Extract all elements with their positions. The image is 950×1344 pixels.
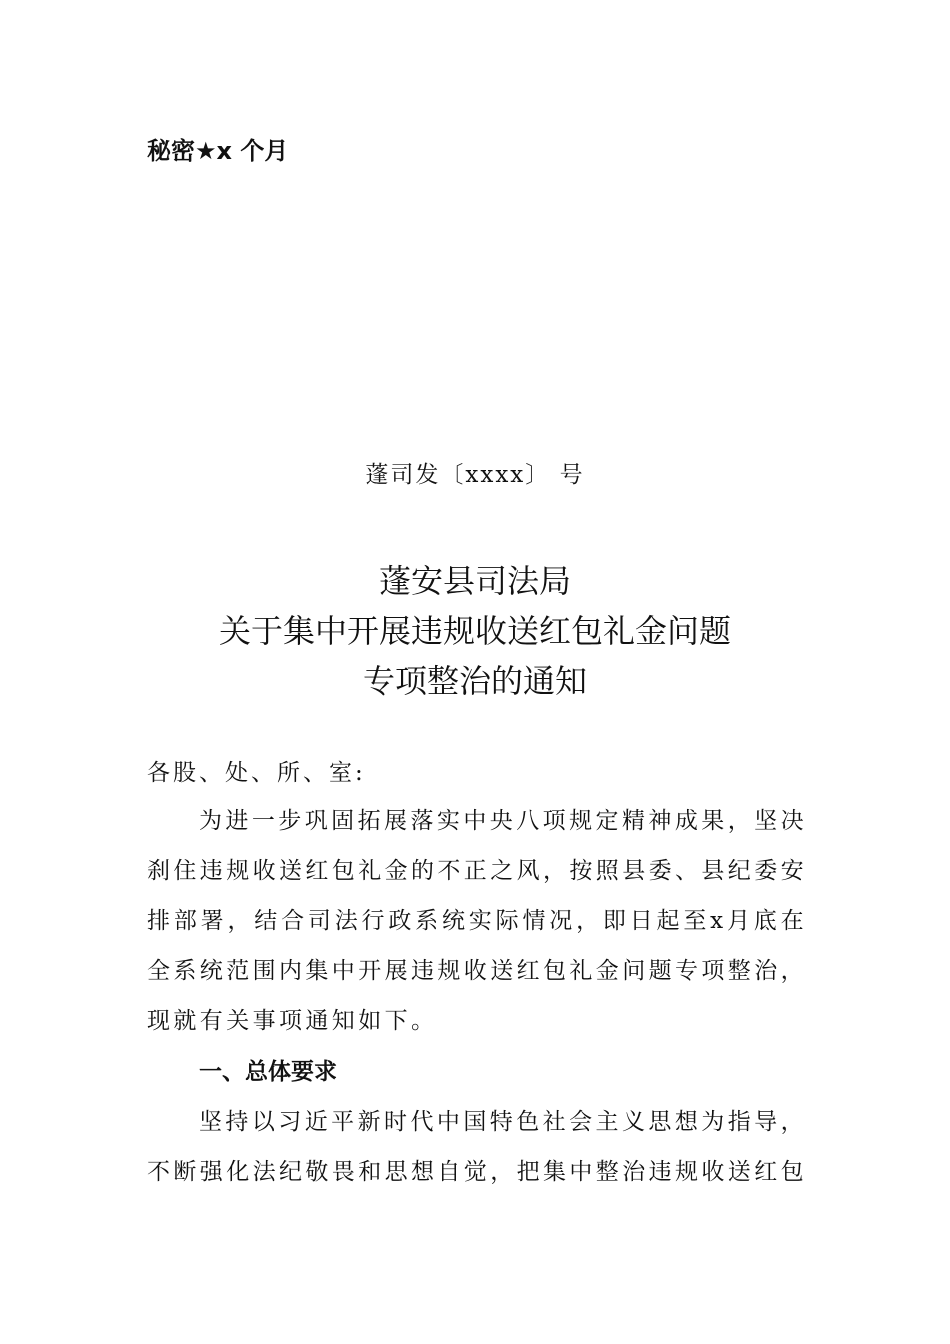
title-line-2: 关于集中开展违规收送红包礼金问题 xyxy=(218,612,731,650)
body-paragraph-1: 为进一步巩固拓展落实中央八项规定精神成果，坚决刹住违规收送红包礼金的不正之风，按照县委、县纪委安排部署，结合司法行政系统实际情况，即日起至x月底在全系统范围内集中开展违规收送红包礼金问题专项整治，现就有关事项通知如下。 xyxy=(147,808,807,1034)
document-title xyxy=(0,556,950,706)
salutation: 各股、处、所、室: xyxy=(147,760,366,786)
document-number: 蓬司发〔xxxx〕 号 xyxy=(365,462,585,488)
title-line-1: 蓬安县司法局 xyxy=(378,562,571,600)
classification-mark: 秘密★x 个月 xyxy=(147,137,289,165)
body-paragraph-2: 坚持以习近平新时代中国特色社会主义思想为指导，不断强化法纪敬畏和思想自觉，把集中整治违规收送红包 xyxy=(147,1109,807,1185)
section-heading-1: 一、总体要求 xyxy=(199,1059,337,1085)
title-line-3: 专项整治的通知 xyxy=(362,662,587,700)
